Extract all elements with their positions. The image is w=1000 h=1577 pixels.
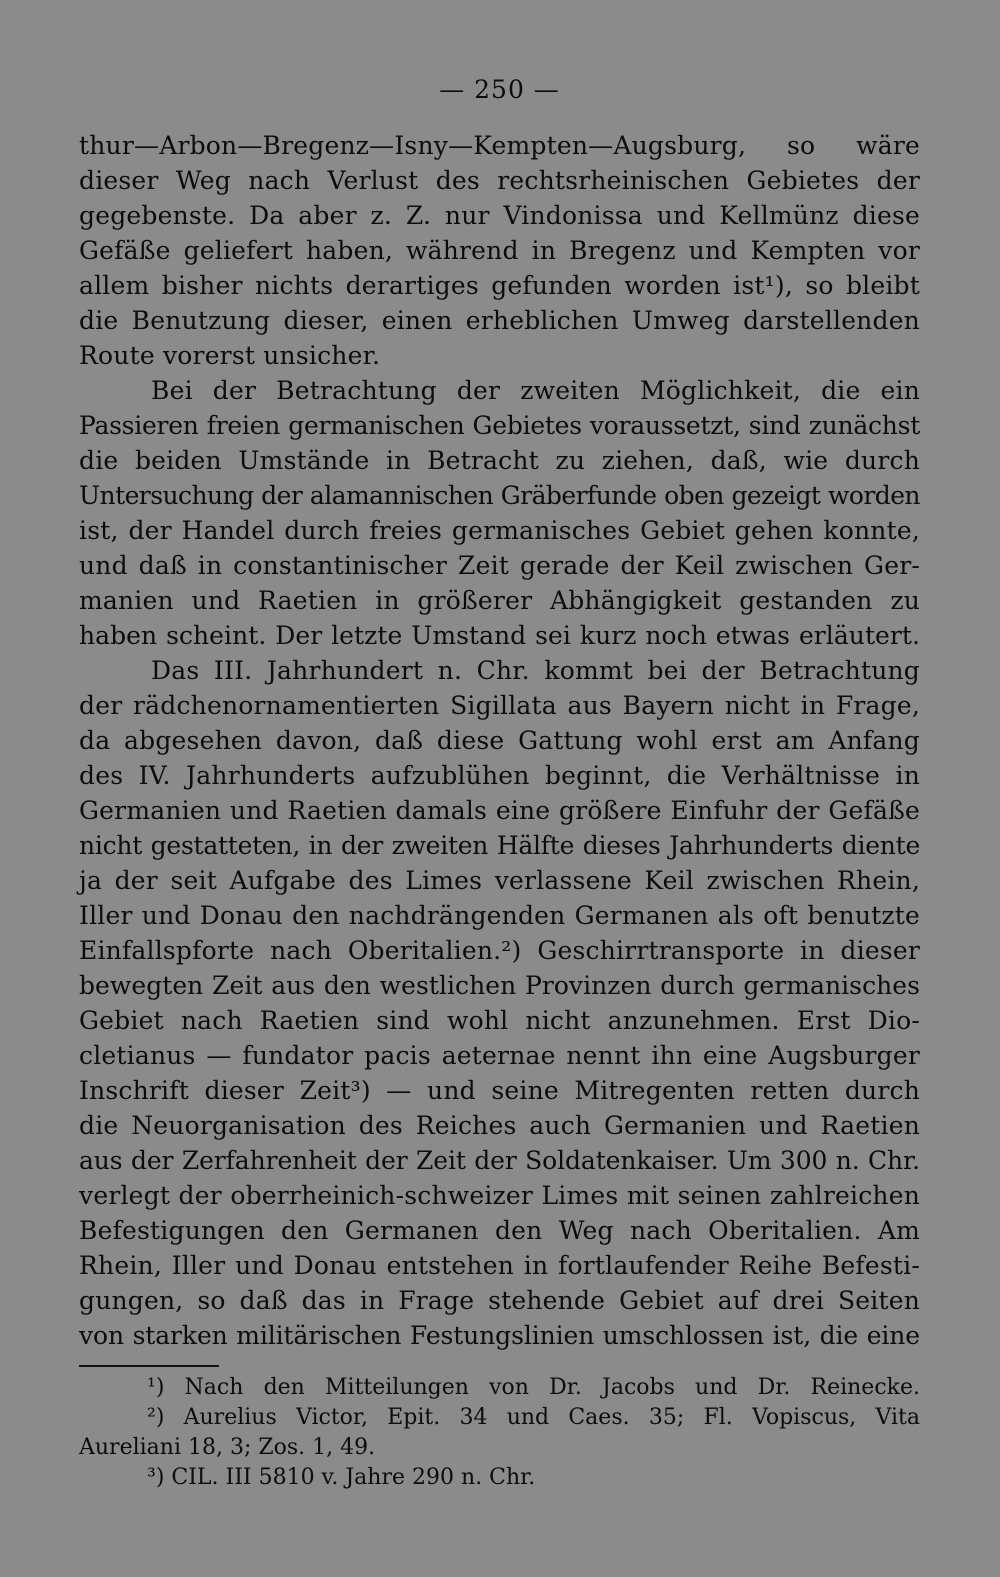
text-line: allem bisher nichts derartiges gefunden worden ist¹), so bleibt [79, 271, 920, 300]
text-line: nicht gestatteten, in der zweiten Hälfte dieses Jahrhunderts diente [79, 831, 920, 860]
text-line: Befestigungen den Germanen den Weg nach Oberitalien. Am [79, 1216, 920, 1245]
text-line: Das III. Jahrhundert n. Chr. kommt bei der Betrachtung [151, 656, 920, 685]
text-line: Passieren freien germanischen Gebietes voraussetzt, sind zunächst [79, 411, 920, 440]
text-line: ist, der Handel durch freies germanisches Gebiet gehen konnte, [79, 516, 920, 545]
text-line: bewegten Zeit aus den westlichen Provinzen durch germanisches [79, 971, 920, 1000]
text-line: dieser Weg nach Verlust des rechtsrheinischen Gebietes der [79, 166, 920, 195]
footnote-line: ¹) Nach den Mitteilungen von Dr. Jacobs und Dr. Reinecke. [147, 1375, 920, 1400]
text-line: Inschrift dieser Zeit³) — und seine Mitregenten retten durch [79, 1076, 920, 1105]
text-line: da abgesehen davon, daß diese Gattung wohl erst am Anfang [79, 726, 920, 755]
text-line: gegebenste. Da aber z. Z. nur Vindonissa und Kellmünz diese [79, 201, 920, 230]
text-line: verlegt der oberrheinich-schweizer Limes mit seinen zahlreichen [79, 1181, 920, 1210]
text-line: der rädchenornamentierten Sigillata aus Bayern nicht in Frage, [79, 691, 920, 720]
footnote-line: Aureliani 18, 3; Zos. 1, 49. [79, 1435, 376, 1460]
text-line: aus der Zerfahrenheit der Zeit der Soldatenkaiser. Um 300 n. Chr. [79, 1146, 920, 1175]
text-line: haben scheint. Der letzte Umstand sei kurz noch etwas erläutert. [79, 621, 920, 650]
text-line: Rhein, Iller und Donau entstehen in fortlaufender Reihe Befesti- [79, 1251, 920, 1280]
text-line: die beiden Umstände in Betracht zu ziehen, daß, wie durch [79, 446, 920, 475]
text-line: Route vorerst unsicher. [79, 341, 381, 370]
page-number: — 250 — [439, 75, 560, 104]
text-line: thur—Arbon—Bregenz—Isny—Kempten—Augsburg, so wäre [79, 131, 920, 160]
text-line: und daß in constantinischer Zeit gerade der Keil zwischen Ger- [79, 551, 920, 580]
text-line: Gebiet nach Raetien sind wohl nicht anzunehmen. Erst Dio- [79, 1006, 920, 1035]
text-line: gungen, so daß das in Frage stehende Gebiet auf drei Seiten [79, 1286, 920, 1315]
body-text [79, 128, 920, 1353]
document-page [79, 72, 920, 1493]
text-line: Einfallspforte nach Oberitalien.²) Geschirrtransporte in dieser [79, 936, 920, 965]
text-line: Iller und Donau den nachdrängenden Germanen als oft benutzte [79, 901, 920, 930]
text-line: Germanien und Raetien damals eine größere Einfuhr der Gefäße [79, 796, 920, 825]
text-line: ja der seit Aufgabe des Limes verlassene Keil zwischen Rhein, [79, 866, 920, 895]
text-line: Untersuchung der alamannischen Gräberfunde oben gezeigt worden [79, 481, 920, 510]
text-line: von starken militärischen Festungslinien umschlossen ist, die eine [79, 1321, 920, 1350]
text-line: des IV. Jahrhunderts aufzublühen beginnt, die Verhältnisse in [79, 761, 920, 790]
text-line: die Benutzung dieser, einen erheblichen Umweg darstellenden [79, 306, 920, 335]
text-line: cletianus — fundator pacis aeternae nennt ihn eine Augsburger [79, 1041, 920, 1070]
footnote-line: ³) CIL. III 5810 v. Jahre 290 n. Chr. [147, 1465, 536, 1490]
footnote-divider [79, 1365, 219, 1367]
text-line: manien und Raetien in größerer Abhängigkeit gestanden zu [79, 586, 920, 615]
footnotes [79, 1373, 920, 1493]
text-line: die Neuorganisation des Reiches auch Germanien und Raetien [79, 1111, 920, 1140]
text-line: Bei der Betrachtung der zweiten Möglichkeit, die ein [151, 376, 920, 405]
footnote-line: ²) Aurelius Victor, Epit. 34 und Caes. 35; Fl. Vopiscus, Vita [147, 1405, 920, 1430]
text-line: Gefäße geliefert haben, während in Bregenz und Kempten vor [79, 236, 920, 265]
